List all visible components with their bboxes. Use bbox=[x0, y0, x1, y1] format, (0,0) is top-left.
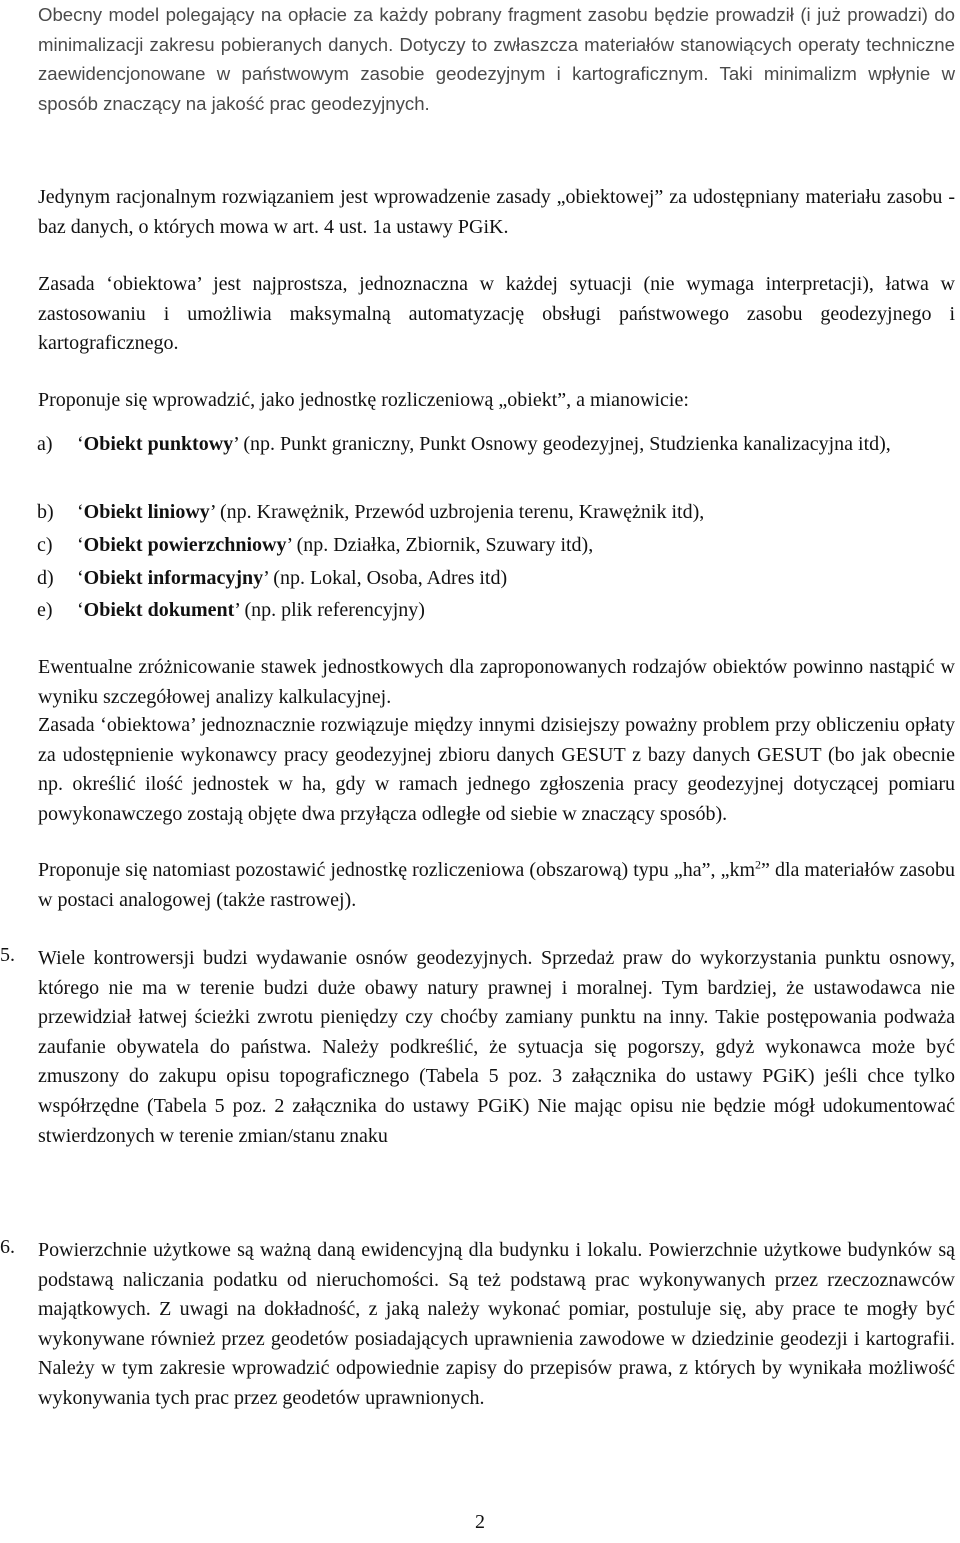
paragraph-text: Obecny model polegający na opłacie za każdy pobrany fragment zasobu będzie prowadził (i już prowadzi) do minimalizacji zakresu pobieranych danych. Dotyczy to zwłaszcza materiałów stanowiących operaty techniczne zaewidencjonowane w państwowym zasobie geodezyjnym i kartograficznym. Taki minimalizm wpłynie w sposób znaczący na jakość prac geodezyjnych. bbox=[38, 4, 955, 114]
paragraph-text: Proponuje się natomiast pozostawić jednostkę rozliczeniowa (obszarową) typu „ha”, $„km^2$” dla materiałów zasobu w postaci analogowej (także rastrowej). bbox=[38, 857, 955, 911]
paragraph-text: Jedynym racjonalnym rozwiązaniem jest wprowadzenie zasady „obiektowej” za udostępniany materiału zasobu - baz danych, o których mowa w art. 4 ust. 1a ustawy PGiK. bbox=[38, 186, 955, 238]
list-item: b) ‘Obiekt liniowy’ (np. Krawężnik, Przewód uzbrojenia terenu, Krawężnik itd), bbox=[77, 496, 955, 528]
superscript: 2 bbox=[755, 857, 761, 872]
paragraph-object-rule-solution bbox=[38, 183, 955, 242]
paragraph-text: Proponuje się wprowadzić, jako jednostkę rozliczeniową „obiekt”, a mianowicie: bbox=[38, 389, 689, 411]
paragraph-text: Zasada ‘obiektowa’ jest najprostsza, jednoznaczna w każdej sytuacji (nie wymaga interpretacji), łatwa w zastosowaniu i umożliwia maksymalną automatyzację obsługi państwowego zasobu geodezyjnego i kartograficznego. bbox=[38, 273, 955, 355]
paragraph-proposal bbox=[38, 386, 955, 416]
object-type-name: Obiekt powierzchniowy bbox=[83, 534, 287, 556]
section-number: 6. bbox=[0, 1236, 15, 1258]
list-item: a) ‘Obiekt punktowy’ (np. Punkt graniczny, Punkt Osnowy geodezyjnej, Studzienka kanalizacyjna itd), bbox=[77, 428, 955, 460]
object-type-name: Obiekt informacyjny bbox=[83, 567, 264, 589]
list-item: d) ‘Obiekt informacyjny’ (np. Lokal, Osoba, Adres itd) bbox=[77, 562, 955, 594]
list-label: c) bbox=[37, 534, 53, 556]
paragraph-area-unit bbox=[38, 856, 955, 915]
page-number: 2 bbox=[475, 1511, 485, 1533]
paragraph-gesut-problem bbox=[38, 711, 955, 829]
section-5-geodetic-control bbox=[38, 944, 955, 1151]
paragraph-text: Wiele kontrowersji budzi wydawanie osnów geodezyjnych. Sprzedaż praw do wykorzystania punktu osnowy, którego nie ma w terenie budzi duże obawy natury prawnej i moralnej. Tym bardziej, że ustawodawca nie przewidział łatwej ścieżki zwrotu pieniędzy czy choćby zamiany punktu na inny. Takie postępowania podważa zaufanie obywatela do państwa. Należy podkreślić, że sytuacja się pogorszy, gdyż wykonawca może być zmuszony do zakupu opisu topograficznego (Tabela 5 poz. 3 załącznika do ustawy PGiK) jeśli chce tylko współrzędne (Tabela 5 poz. 2 załącznika do ustawy PGiK) Nie mając opisu nie będzie mógł udokumentować stwierdzonych w terenie zmian/stanu znaku bbox=[38, 947, 955, 1147]
section-6-usable-area bbox=[38, 1236, 955, 1414]
paragraph-text: Zasada ‘obiektowa’ jednoznacznie rozwiązuje między innymi dzisiejszy poważny problem przy obliczeniu opłaty za udostępnienie wykonawcy pracy geodezyjnej zbioru danych GESUT z bazy danych GESUT (bo jak obecnie np. określić ilość jednostek w ha, gdy w ramach jednego zgłoszenia pracy geodezyjnej dotyczącej pomiaru powykonawczego zostają objęte dwa przyłącza odległe od siebie w znaczący sposób). bbox=[38, 714, 955, 825]
object-type-name: Obiekt punktowy bbox=[83, 433, 234, 455]
list-label: b) bbox=[37, 501, 54, 523]
paragraph-rate-differentiation bbox=[38, 653, 955, 712]
section-number: 5. bbox=[0, 944, 15, 966]
list-label: d) bbox=[37, 567, 54, 589]
list-label: e) bbox=[37, 599, 53, 621]
list-item: c) ‘Obiekt powierzchniowy’ (np. Działka, Zbiornik, Szuwary itd), bbox=[77, 529, 955, 561]
paragraph-text: Powierzchnie użytkowe są ważną daną ewidencyjną dla budynku i lokalu. Powierzchnie użytkowe budynków są podstawą naliczania podatku od nieruchomości. Są też podstawą prac wykonywanych przez rzeczoznawców majątkowych. Z uwagi na dokładność, z jaką należy wykonać pomiar, postuluje się, aby prace te mogły być wykonywane również przez geodetów posiadających uprawnienia zawodowe w dziedzinie geodezji i kartografii. Należy w tym zakresie wprowadzić odpowiednie zapisy do przepisów prawa, z których by wynikała możliwość wykonywania tych prac przez geodetów uprawnionych. bbox=[38, 1239, 955, 1409]
paragraph-object-rule-simple bbox=[38, 270, 955, 359]
paragraph-text: Ewentualne zróżnicowanie stawek jednostkowych dla zaproponowanych rodzajów obiektów powinno nastąpić w wyniku szczegółowej analizy kalkulacyjnej. bbox=[38, 656, 955, 708]
object-type-name: Obiekt dokument bbox=[83, 599, 235, 621]
list-item: e) ‘Obiekt dokument’ (np. plik referencyjny) bbox=[77, 594, 955, 626]
object-type-name: Obiekt liniowy bbox=[83, 501, 210, 523]
paragraph-current-model bbox=[38, 0, 955, 118]
list-label: a) bbox=[37, 433, 53, 455]
